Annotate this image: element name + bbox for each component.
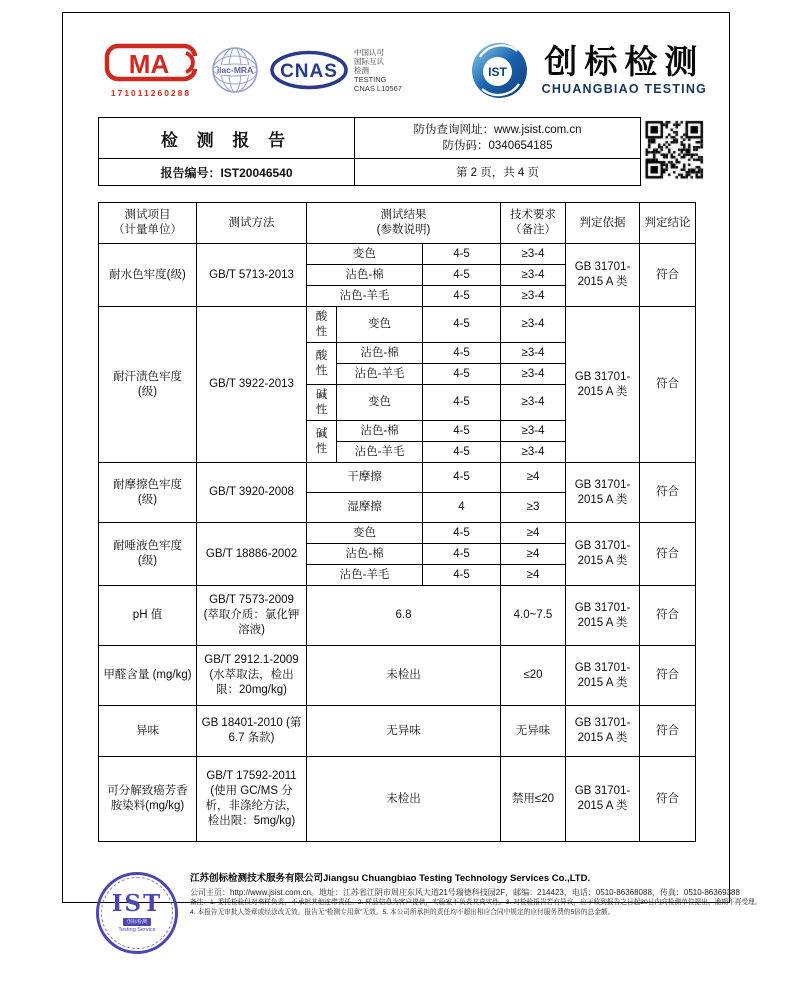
header-logos [103, 39, 707, 101]
conclusion-cell: 符合 [640, 757, 696, 842]
antifake-cell [355, 118, 641, 159]
cma-number: 171011260288 [110, 87, 192, 98]
result-cell: 4-5 [423, 307, 501, 343]
basis-cell: GB 31701-2015 A 类 [566, 706, 640, 757]
conclusion-cell: 符合 [640, 523, 696, 586]
footer [96, 872, 762, 954]
result-cell: 未检出 [307, 646, 501, 706]
requirement-cell: ≥3-4 [501, 364, 566, 385]
ist-logo-icon [471, 42, 528, 99]
basis-cell: GB 31701-2015 A 类 [566, 523, 640, 586]
test-method-cell: GB/T 7573-2009 (萃取介质：氯化钾溶液) [197, 586, 307, 646]
test-item-cell: pH 值 [99, 586, 197, 646]
sub-condition-cell: 碱性 [307, 421, 337, 463]
stamp-ist-label: IST [111, 890, 163, 917]
test-method-cell: GB/T 2912.1-2009 (水萃取法，检出限：20mg/kg) [197, 646, 307, 706]
table-row [99, 463, 696, 493]
accreditation-text [354, 48, 402, 93]
requirement-cell: ≤20 [501, 646, 566, 706]
test-item-cell: 耐水色牢度(级) [99, 244, 197, 307]
results-table [98, 202, 696, 842]
table-row [99, 586, 696, 646]
test-method-cell: GB/T 3920-2008 [197, 463, 307, 523]
requirement-cell: ≥3-4 [501, 343, 566, 364]
report-number-cell [99, 159, 355, 186]
result-cell: 4-5 [423, 421, 501, 442]
stamp-cn-label: 创标检测 [123, 918, 151, 926]
company-contact: 公司主页：http://www.jsist.com.cn。地址：江苏省江阴市周庄东风大道21号瑞德科技园2F，邮编：214423，电话：0510-86368088，传真：0510-86369388 [190, 888, 740, 897]
param-cell: 干摩擦 [307, 463, 423, 493]
antifake-code-row [359, 138, 636, 154]
conclusion-cell: 符合 [640, 463, 696, 523]
col-header-method: 测试方法 [197, 203, 307, 244]
test-method-cell: GB/T 18886-2002 [197, 523, 307, 586]
param-cell: 沾色-羊毛 [337, 364, 423, 385]
param-cell: 湿摩擦 [307, 493, 423, 523]
col-header-result: 测试结果 (参数说明) [307, 203, 501, 244]
company-name [190, 872, 735, 885]
requirement-cell: 4.0~7.5 [501, 586, 566, 646]
param-cell: 沾色-棉 [337, 343, 423, 364]
test-item-cell: 可分解致癌芳香胺染料(mg/kg) [99, 757, 197, 842]
table-row [99, 307, 696, 343]
report-title: 检 测 报 告 [99, 118, 355, 159]
result-cell: 4-5 [423, 244, 501, 265]
result-cell: 4-5 [423, 442, 501, 463]
basis-cell: GB 31701-2015 A 类 [566, 586, 640, 646]
cma-label: MA [128, 48, 170, 79]
requirement-cell: ≥4 [501, 544, 566, 565]
company-name-en: Jiangsu Chuangbiao Testing Technology Services Co.,LTD. [323, 873, 591, 884]
result-cell: 6.8 [307, 586, 501, 646]
accreditation-line: 检测 [354, 65, 369, 75]
param-cell: 沾色-棉 [337, 421, 423, 442]
antifake-code-value: 0340654185 [488, 140, 553, 152]
accreditation-line: 中国认可 [354, 47, 384, 57]
remarks-line-2: 4. 本报告无审批人签章或经涂改无效。报告无“检测专用章”无效。5. 本公司所承担的责任均不超出相应合同中规定的应付服务费的5倍的总金额。 [190, 909, 615, 916]
param-cell: 沾色-羊毛 [307, 286, 423, 307]
requirement-cell: ≥3-4 [501, 421, 566, 442]
qr-code-image [643, 117, 705, 181]
test-method-cell: GB/T 3922-2013 [197, 307, 307, 463]
param-cell: 沾色-羊毛 [337, 442, 423, 463]
param-cell: 变色 [307, 244, 423, 265]
requirement-cell: 禁用≤20 [501, 757, 566, 842]
col-header-conclusion: 判定结论 [640, 203, 696, 244]
test-item-cell: 耐唾液色牢度 (级) [99, 523, 197, 586]
result-cell: 4-5 [423, 364, 501, 385]
result-cell: 4-5 [423, 463, 501, 493]
ist-label: IST [487, 64, 507, 79]
requirement-cell: ≥4 [501, 523, 566, 544]
brand-title-block [542, 44, 707, 96]
table-row [99, 757, 696, 842]
brand-block [471, 42, 707, 99]
sub-condition-cell: 酸性 [307, 307, 337, 343]
table-row [99, 244, 696, 265]
ilac-mra-icon [211, 46, 259, 94]
requirement-cell: ≥3-4 [501, 385, 566, 421]
test-item-cell: 耐汗渍色牢度 (级) [99, 307, 197, 463]
antifake-url-row [359, 122, 636, 138]
conclusion-cell: 符合 [640, 586, 696, 646]
result-cell: 未检出 [307, 757, 501, 842]
requirement-cell: ≥3-4 [501, 265, 566, 286]
requirement-cell: ≥3-4 [501, 244, 566, 265]
basis-cell: GB 31701-2015 A 类 [566, 757, 640, 842]
cma-logo-block [103, 43, 199, 98]
result-cell: 4 [423, 493, 501, 523]
result-cell: 4-5 [423, 523, 501, 544]
basis-cell: GB 31701-2015 A 类 [566, 463, 640, 523]
conclusion-cell: 符合 [640, 244, 696, 307]
basis-cell: GB 31701-2015 A 类 [566, 646, 640, 706]
col-header-item: 测试项目 （计量单位） [99, 203, 197, 244]
param-cell: 沾色-棉 [307, 265, 423, 286]
cma-icon [103, 43, 199, 87]
col-header-basis: 判定依据 [566, 203, 640, 244]
result-cell: 4-5 [423, 565, 501, 586]
basis-cell: GB 31701-2015 A 类 [566, 244, 640, 307]
result-cell: 4-5 [423, 544, 501, 565]
cnas-label: CNAS [280, 61, 338, 82]
remarks-line-1: 备注：1. 委托检验仅对来样负责，不承担其他连带责任。2. 样品信息为客户提供，实验室不负责其真实性。3. 对检验报告若有异议，应于收到报告之日起30日内向检测单位提出，逾期不再受理。 [190, 899, 762, 906]
conclusion-cell: 符合 [640, 646, 696, 706]
company-name-cn: 江苏创标检测技术服务有限公司 [190, 873, 324, 884]
table-row [99, 706, 696, 757]
table-row [99, 523, 696, 544]
accreditation-line: TESTING [354, 74, 387, 84]
sub-condition-cell: 碱性 [307, 385, 337, 421]
table-row [99, 646, 696, 706]
col-header-requirement: 技术要求 （备注） [501, 203, 566, 244]
report-number-label: 报告编号： [160, 165, 221, 180]
company-stamp-icon [96, 872, 178, 954]
basis-cell: GB 31701-2015 A 类 [566, 307, 640, 463]
stamp-en-label: Testing Service [118, 927, 156, 933]
ilac-label: ilac-MRA [216, 65, 254, 75]
test-item-cell: 异味 [99, 706, 197, 757]
test-item-cell: 耐摩擦色牢度 (级) [99, 463, 197, 523]
param-cell: 沾色-羊毛 [307, 565, 423, 586]
requirement-cell: ≥4 [501, 565, 566, 586]
requirement-cell: ≥3-4 [501, 442, 566, 463]
accreditation-line: 国际互认 [354, 56, 384, 66]
antifake-url-label: 防伪查询网址： [413, 124, 494, 136]
antifake-url-value: www.jsist.com.cn [493, 124, 582, 136]
test-item-cell: 甲醛含量 (mg/kg) [99, 646, 197, 706]
table-header-row [99, 203, 696, 244]
test-method-cell: GB/T 17592-2011 (使用 GC/MS 分析，非涤纶方法，检出限：5mg/kg) [197, 757, 307, 842]
brand-title: 创标检测 [544, 43, 705, 80]
conclusion-cell: 符合 [640, 307, 696, 463]
param-cell: 沾色-棉 [307, 544, 423, 565]
result-cell: 4-5 [423, 286, 501, 307]
result-cell: 4-5 [423, 343, 501, 364]
result-cell: 无异味 [307, 706, 501, 757]
report-number-value: IST20046540 [220, 165, 293, 180]
conclusion-cell: 符合 [640, 706, 696, 757]
requirement-cell: ≥3-4 [501, 286, 566, 307]
report-info-strip [98, 117, 729, 186]
page-indicator: 第 2 页，共 4 页 [355, 159, 641, 186]
report-page [62, 12, 762, 933]
param-cell: 变色 [337, 385, 423, 421]
requirement-cell: ≥3 [501, 493, 566, 523]
param-cell: 变色 [337, 307, 423, 343]
brand-subtitle: CHUANGBIAO TESTING [541, 82, 707, 96]
requirement-cell: ≥4 [501, 463, 566, 493]
report-info-table [98, 117, 641, 186]
antifake-code-label: 防伪码： [442, 140, 489, 152]
result-cell: 4-5 [423, 265, 501, 286]
cnas-icon [269, 49, 349, 91]
requirement-cell: 无异味 [501, 706, 566, 757]
test-method-cell: GB/T 5713-2013 [197, 244, 307, 307]
result-cell: 4-5 [423, 385, 501, 421]
requirement-cell: ≥3-4 [501, 307, 566, 343]
accreditation-line: CNAS L10567 [354, 83, 402, 93]
sub-condition-cell: 酸性 [307, 343, 337, 385]
param-cell: 变色 [307, 523, 423, 544]
footer-text-block [190, 872, 762, 918]
test-method-cell: GB 18401-2010 (第 6.7 条款) [197, 706, 307, 757]
